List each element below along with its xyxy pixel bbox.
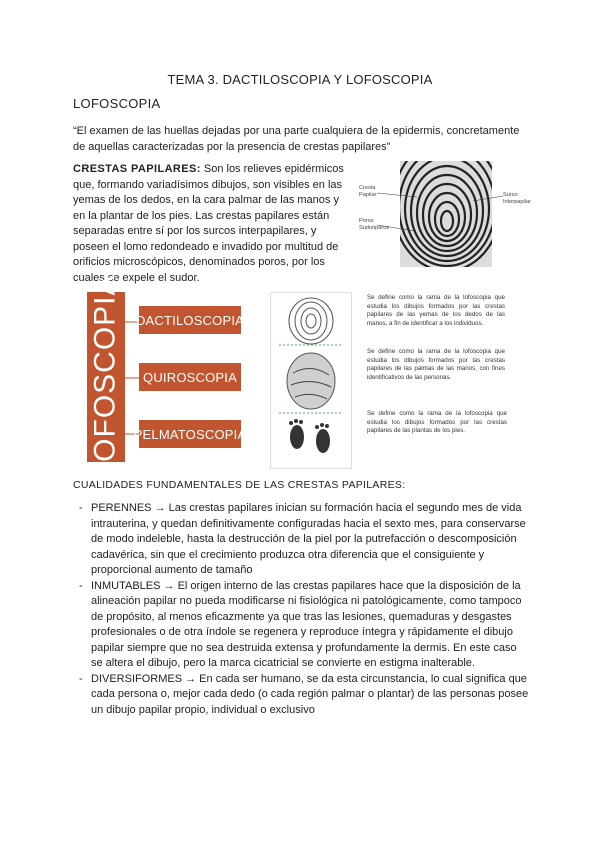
lofoscopia-root-label: LOFOSCOPIA: [89, 274, 123, 480]
footprint-thumbnail: [289, 419, 330, 453]
page-title: TEMA 3. DACTILOSCOPIA Y LOFOSCOPIA: [167, 72, 433, 87]
list-item-text: INMUTABLES → El origen interno de las crestas papilares hace que la disposición de la alineación papilar no pueda modificarse ni fisiológica ni patológicamente, como tampoco de propósito, al menos eficazmente ya que tras las lesiones, quemaduras y desgastes profesionales o de otra índole se regenera y reproduce íntegra y rápidamente el dibujo papilar siempre que no sea destruida extensa y profundamente la dermis. En este caso se altera el dibujo, pero la marca cicatricial se convierte en estigma inalterable.: [91, 579, 522, 669]
lofoscopia-root-box: [87, 274, 125, 480]
list-dash: -: [79, 579, 83, 592]
list-item-diversiformes: [79, 672, 531, 719]
fingerprint-anatomy-figure: [355, 159, 531, 269]
label-cresta-papilar: Cresta Papilar: [359, 185, 377, 198]
definition-quiroscopia: Se define como la rama de la lofoscopia que estudia los dibujos formados por las crestas papilares de las palmas de las manos, con fines identificativos de las personas.: [367, 348, 505, 381]
list-item-perennes: [79, 501, 531, 579]
section-title-lofoscopia: LOFOSCOPIA: [73, 96, 161, 111]
list-item-text: DIVERSIFORMES → En cada ser humano, se da esta circunstancia, lo cual significa que cada persona o, mejor cada dedo (o cada región palmar o plantar) de las personas posee un dibujo papilar propio, individual o exclusivo: [91, 672, 529, 716]
palmprint-thumbnail: [287, 353, 335, 409]
definition-pelmatoscopia: Se define como la rama de la lofoscopia que estudia los dibujos formados por las crestas papilares de las plantas de los pies.: [367, 410, 507, 435]
crestas-paragraph: [73, 162, 345, 286]
fingerprint-thumbnail: [289, 298, 333, 344]
fingerprint-image: [355, 159, 525, 269]
branch-pelmatoscopia: PELMATOSCOPIA: [139, 420, 241, 448]
crestas-label: CRESTAS PAPILARES:: [73, 163, 201, 175]
definition-dactiloscopia: Se define como la rama de la lofoscopia que estudia los dibujos formados por las crestas papilares de las yemas de los dedos de las manos, a fin de identificar a los individuos.: [367, 294, 505, 327]
prints-image-column: [270, 292, 352, 469]
list-dash: -: [79, 672, 83, 685]
cualidades-list: [79, 501, 531, 718]
list-dash: -: [79, 502, 83, 514]
list-item-inmutables: [79, 579, 531, 672]
cualidades-heading: CUALIDADES FUNDAMENTALES DE LAS CRESTAS PAPILARES:: [73, 479, 406, 491]
branch-quiroscopia: QUIROSCOPIA: [139, 363, 241, 391]
list-item-text: PERENNES → Las crestas papilares inician su formación hacia el segundo mes de vida intrauterina, y quedan definitivamente configuradas hacia el sexto mes, para conservarse de modo indeleble, hasta la destrucción de la piel por la putrefacción o descomposición cadavérica, sin que el crecimiento produzca otra diferencia que el consiguiente y proporcional aumento de tamaño: [91, 502, 526, 576]
definition-quote: “El examen de las huellas dejadas por una parte cualquiera de la epidermis, concretamente de aquellas caracterizadas por la presencia de crestas papilares”: [73, 125, 520, 153]
label-surco-interpapilar: Surco Interpapilar: [503, 192, 531, 205]
branch-dactiloscopia: DACTILOSCOPIA: [139, 306, 241, 334]
label-poros-sudoriparos: Poros Sudoriparos: [359, 218, 390, 231]
crestas-text: Son los relieves epidérmicos que, formando variadísimos dibujos, son visibles en las yemas de los dedos, en la cara palmar de las manos y en la plantar de los pies. Las crestas papilares están separadas entre sí por los surcos interpapilares, y poseen el lomo redondeado e invadido por multitud de orificios microscópicos, denominados poros, por los cuales se expele el sudor.: [73, 163, 344, 284]
